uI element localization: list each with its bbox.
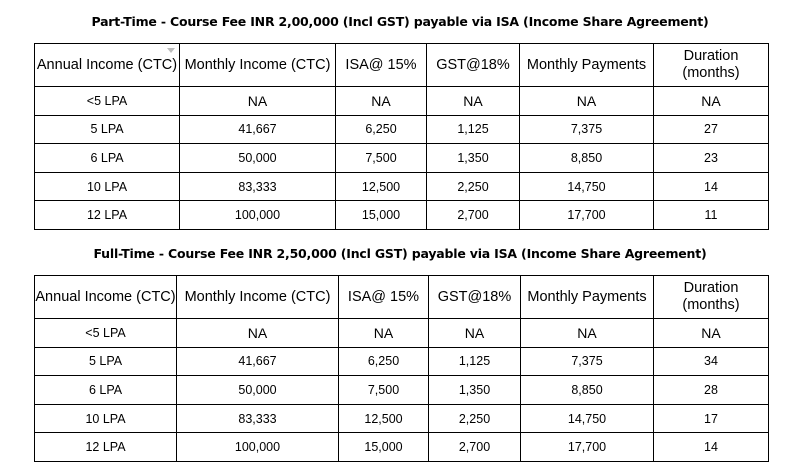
cell-duration: 11 (654, 201, 769, 230)
cell-payments: NA (520, 87, 654, 116)
cell-gst: NA (429, 319, 521, 348)
header-gst: GST@18% (429, 276, 521, 319)
cell-gst: 1,350 (427, 144, 520, 173)
cell-payments: 8,850 (521, 376, 654, 405)
header-annual-income: Annual Income (CTC) (35, 276, 177, 319)
header-annual-income: Annual Income (CTC) (35, 44, 180, 87)
cell-gst: 2,250 (429, 404, 521, 433)
cell-gst: 1,125 (429, 347, 521, 376)
cell-duration: 28 (654, 376, 769, 405)
table-row (35, 404, 769, 433)
cell-duration: NA (654, 319, 769, 348)
full-time-fee-table (34, 275, 769, 462)
cell-payments: 17,700 (521, 433, 654, 462)
cell-annual: 5 LPA (35, 115, 180, 144)
cell-duration: 27 (654, 115, 769, 144)
header-isa: ISA@ 15% (339, 276, 429, 319)
cell-monthly: 83,333 (177, 404, 339, 433)
cell-isa: 6,250 (339, 347, 429, 376)
cell-annual: 10 LPA (35, 404, 177, 433)
cell-payments: 7,375 (520, 115, 654, 144)
cell-annual: 5 LPA (35, 347, 177, 376)
cell-annual: 12 LPA (35, 433, 177, 462)
cell-annual: 10 LPA (35, 172, 180, 201)
header-isa: ISA@ 15% (336, 44, 427, 87)
cell-isa: 7,500 (336, 144, 427, 173)
cell-gst: 2,700 (427, 201, 520, 230)
header-monthly-payments: Monthly Payments (520, 44, 654, 87)
cell-annual: <5 LPA (35, 319, 177, 348)
cell-duration: 23 (654, 144, 769, 173)
cell-isa: NA (339, 319, 429, 348)
cell-isa: 12,500 (339, 404, 429, 433)
cell-payments: NA (521, 319, 654, 348)
cell-duration: 34 (654, 347, 769, 376)
cell-gst: 2,700 (429, 433, 521, 462)
cell-isa: 15,000 (339, 433, 429, 462)
cell-duration: 17 (654, 404, 769, 433)
cell-monthly: NA (180, 87, 336, 116)
cell-payments: 17,700 (520, 201, 654, 230)
cell-duration: NA (654, 87, 769, 116)
cell-gst: 2,250 (427, 172, 520, 201)
header-monthly-income: Monthly Income (CTC) (177, 276, 339, 319)
cell-duration: 14 (654, 172, 769, 201)
cell-monthly: 41,667 (180, 115, 336, 144)
table-header-row (35, 276, 769, 319)
cell-isa: 7,500 (339, 376, 429, 405)
cell-payments: 8,850 (520, 144, 654, 173)
cell-monthly: 50,000 (177, 376, 339, 405)
cell-monthly: 83,333 (180, 172, 336, 201)
table-row (35, 144, 769, 173)
header-gst: GST@18% (427, 44, 520, 87)
part-time-table-title: Part-Time - Course Fee INR 2,00,000 (Incl GST) payable via ISA (Income Share Agreement) (91, 14, 709, 29)
cell-payments: 14,750 (521, 404, 654, 433)
header-duration: Duration (months) (654, 44, 769, 87)
table-row (35, 433, 769, 462)
cell-monthly: 50,000 (180, 144, 336, 173)
table-row (35, 319, 769, 348)
header-monthly-income: Monthly Income (CTC) (180, 44, 336, 87)
part-time-fee-table (34, 43, 769, 230)
table-row (35, 347, 769, 376)
table-row (35, 201, 769, 230)
cell-annual: 12 LPA (35, 201, 180, 230)
cell-monthly: NA (177, 319, 339, 348)
filter-dropdown-icon[interactable] (167, 48, 175, 53)
cell-payments: 14,750 (520, 172, 654, 201)
cell-annual: 6 LPA (35, 144, 180, 173)
header-monthly-payments: Monthly Payments (521, 276, 654, 319)
cell-isa: NA (336, 87, 427, 116)
cell-gst: 1,350 (429, 376, 521, 405)
cell-payments: 7,375 (521, 347, 654, 376)
cell-monthly: 100,000 (180, 201, 336, 230)
table-row (35, 115, 769, 144)
cell-isa: 12,500 (336, 172, 427, 201)
header-duration: Duration (months) (654, 276, 769, 319)
cell-monthly: 41,667 (177, 347, 339, 376)
cell-isa: 15,000 (336, 201, 427, 230)
cell-duration: 14 (654, 433, 769, 462)
full-time-table-title: Full-Time - Course Fee INR 2,50,000 (Incl GST) payable via ISA (Income Share Agreement) (93, 246, 707, 261)
cell-isa: 6,250 (336, 115, 427, 144)
cell-gst: NA (427, 87, 520, 116)
table-row (35, 172, 769, 201)
cell-monthly: 100,000 (177, 433, 339, 462)
cell-annual: 6 LPA (35, 376, 177, 405)
table-header-row (35, 44, 769, 87)
table-row (35, 376, 769, 405)
table-row (35, 87, 769, 116)
cell-gst: 1,125 (427, 115, 520, 144)
cell-annual: <5 LPA (35, 87, 180, 116)
